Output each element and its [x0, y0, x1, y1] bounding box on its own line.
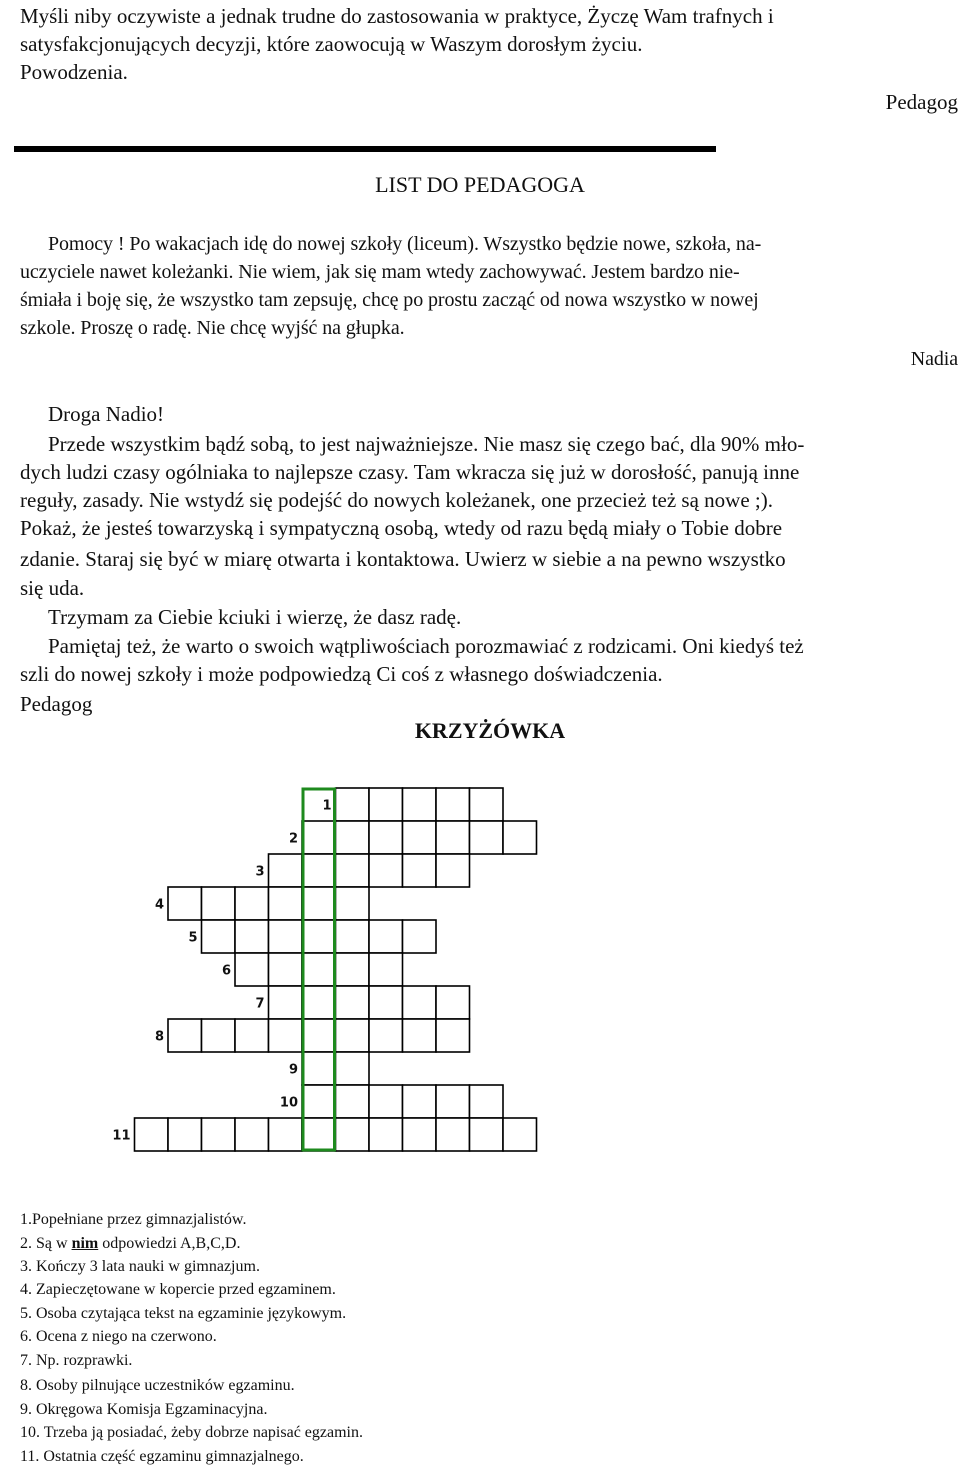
crossword-row-number: 3	[255, 864, 265, 880]
reply-line-4: Pokaż, że jesteś towarzyską i sympatyczną osobą, wtedy od razu będą miały o Tobie dobre	[20, 516, 783, 540]
clue-11: 11. Ostatnia część egzaminu gimnazjalnego.	[20, 1448, 304, 1465]
crossword-cell[interactable]	[336, 1019, 370, 1052]
crossword-row-number: 11	[112, 1128, 131, 1144]
crossword-row-number: 8	[154, 1029, 164, 1045]
crossword-cell[interactable]	[135, 1118, 169, 1151]
crossword-cell[interactable]	[369, 953, 403, 986]
crossword-cell[interactable]	[470, 1118, 504, 1151]
crossword-cell[interactable]	[302, 821, 336, 854]
crossword-cell[interactable]	[302, 1052, 336, 1085]
crossword-cell[interactable]	[436, 821, 470, 854]
crossword-cell[interactable]	[269, 854, 303, 887]
letter-line-3: śmiała i boję się, że wszystko tam zepsuję, chcę po prostu zacząć od nowa wszystko w nowej	[20, 289, 759, 311]
crossword-row-number: 10	[279, 1095, 298, 1111]
reply-line-2: dych ludzi czasy ogólniaka to najlepsze czasy. Tam wkracza się już w dorosłość, panują inne	[20, 460, 800, 484]
clue-7: 7. Np. rozprawki.	[20, 1352, 133, 1369]
crossword-cell[interactable]	[403, 788, 437, 821]
crossword-cell[interactable]	[235, 887, 269, 920]
crossword-cell[interactable]	[336, 986, 370, 1019]
crossword-cell[interactable]	[436, 1118, 470, 1151]
reply-line-6: się uda.	[20, 576, 85, 600]
reply-line-1: Przede wszystkim bądź sobą, to jest najważniejsze. Nie masz się czego bać, dla 90% mło-	[48, 432, 805, 456]
crossword-cell[interactable]	[336, 854, 370, 887]
letter-line-2: uczyciele nawet koleżanki. Nie wiem, jak się mam wtedy zachowywać. Jestem bardzo nie-	[20, 261, 740, 283]
crossword-cell[interactable]	[436, 1019, 470, 1052]
crossword-row-number: 5	[188, 930, 198, 946]
clue-10: 10. Trzeba ją posiadać, żeby dobrze napisać egzamin.	[20, 1424, 363, 1441]
letter-line-1: Pomocy ! Po wakacjach idę do nowej szkoły (liceum). Wszystko będzie nowe, szkoła, na-	[48, 233, 762, 255]
crossword-row-number: 7	[255, 996, 265, 1012]
crossword-cell[interactable]	[336, 788, 370, 821]
crossword-row-number: 4	[154, 897, 164, 913]
crossword-cell[interactable]	[369, 986, 403, 1019]
intro-signature: Pedagog	[885, 90, 958, 114]
crossword-cell[interactable]	[302, 986, 336, 1019]
crossword-cell[interactable]	[302, 953, 336, 986]
crossword-cell[interactable]	[269, 1019, 303, 1052]
crossword-cell[interactable]	[336, 821, 370, 854]
crossword-row-number: 6	[221, 963, 231, 979]
crossword-cell[interactable]	[235, 1118, 269, 1151]
crossword-cell[interactable]	[369, 854, 403, 887]
reply-salutation: Droga Nadio!	[48, 402, 165, 426]
crossword-cell[interactable]	[369, 821, 403, 854]
crossword-cell[interactable]	[403, 821, 437, 854]
crossword-cell[interactable]	[503, 1118, 537, 1151]
clue-2: 2. Są w nim odpowiedzi A,B,C,D.	[20, 1235, 241, 1252]
crossword-cell[interactable]	[403, 1019, 437, 1052]
reply-line-5: zdanie. Staraj się być w miarę otwarta i kontaktowa. Uwierz w siebie a na pewno wszystko	[20, 547, 786, 571]
clue-6: 6. Ocena z niego na czerwono.	[20, 1328, 217, 1345]
crossword-cell[interactable]	[202, 887, 236, 920]
crossword-cell[interactable]	[302, 854, 336, 887]
crossword-cell[interactable]	[302, 1019, 336, 1052]
crossword-cell[interactable]	[470, 1085, 504, 1118]
crossword-cell[interactable]	[369, 1019, 403, 1052]
crossword-cell[interactable]	[269, 1118, 303, 1151]
crossword-cell[interactable]	[302, 887, 336, 920]
reply-signature: Pedagog	[20, 692, 93, 716]
letter-title: LIST DO PEDAGOGA	[375, 172, 585, 197]
crossword-grid	[0, 770, 960, 1170]
crossword-cell[interactable]	[369, 1118, 403, 1151]
reply-line-3: reguły, zasady. Nie wstydź się podejść do nowych koleżanek, one przecież też są nowe ;).	[20, 488, 773, 512]
crossword-cell[interactable]	[336, 953, 370, 986]
crossword-cell[interactable]	[436, 1085, 470, 1118]
crossword-row-number: 9	[288, 1062, 298, 1078]
crossword-cell[interactable]	[436, 986, 470, 1019]
crossword-cell[interactable]	[403, 1085, 437, 1118]
crossword-cell[interactable]	[202, 920, 236, 953]
crossword-cell[interactable]	[336, 920, 370, 953]
crossword-cell[interactable]	[235, 920, 269, 953]
crossword-cell[interactable]	[369, 788, 403, 821]
crossword-cell[interactable]	[302, 920, 336, 953]
crossword-cell[interactable]	[168, 1019, 202, 1052]
crossword-cell[interactable]	[403, 986, 437, 1019]
crossword-cell[interactable]	[202, 1118, 236, 1151]
crossword-cell[interactable]	[369, 920, 403, 953]
crossword-cell[interactable]	[168, 1118, 202, 1151]
crossword-cell[interactable]	[269, 887, 303, 920]
crossword-cell[interactable]	[235, 953, 269, 986]
reply-line-8: Pamiętaj też, że warto o swoich wątpliwościach porozmawiać z rodzicami. Oni kiedyś też	[48, 634, 804, 658]
intro-line-3: Powodzenia.	[20, 60, 128, 84]
crossword-cell[interactable]	[403, 1118, 437, 1151]
crossword-cell[interactable]	[235, 1019, 269, 1052]
crossword-cell[interactable]	[269, 920, 303, 953]
crossword-cell[interactable]	[436, 788, 470, 821]
crossword-cell[interactable]	[503, 821, 537, 854]
crossword-cell[interactable]	[470, 821, 504, 854]
clue-1: 1.Popełniane przez gimnazjalistów.	[20, 1211, 247, 1228]
crossword-cell[interactable]	[336, 1052, 370, 1085]
crossword-cell[interactable]	[369, 1085, 403, 1118]
crossword-cell[interactable]	[336, 887, 370, 920]
crossword-cell[interactable]	[202, 1019, 236, 1052]
crossword-cell[interactable]	[403, 854, 437, 887]
crossword-cell[interactable]	[336, 1118, 370, 1151]
reply-line-9: szli do nowej szkoły i może podpowiedzą Ci coś z własnego doświadczenia.	[20, 662, 663, 686]
crossword-cell[interactable]	[470, 788, 504, 821]
clue-9: 9. Okręgowa Komisja Egzaminacyjna.	[20, 1401, 268, 1418]
crossword-title: KRZYŻÓWKA	[414, 718, 566, 743]
clue-5: 5. Osoba czytająca tekst na egzaminie językowym.	[20, 1305, 347, 1322]
crossword-cell[interactable]	[269, 986, 303, 1019]
clue-4: 4. Zapieczętowane w kopercie przed egzaminem.	[20, 1281, 336, 1298]
crossword-cell[interactable]	[269, 953, 303, 986]
clue-8: 8. Osoby pilnujące uczestników egzaminu.	[20, 1377, 295, 1394]
crossword-cell[interactable]	[403, 920, 437, 953]
letter-signature: Nadia	[910, 348, 958, 370]
reply-line-7: Trzymam za Ciebie kciuki i wierzę, że dasz radę.	[48, 605, 462, 629]
intro-line-1: Myśli niby oczywiste a jednak trudne do zastosowania w praktyce, Życzę Wam trafnych i	[20, 4, 774, 28]
crossword-cell[interactable]	[302, 1085, 336, 1118]
crossword-row-number: 1	[322, 798, 332, 814]
letter-line-4: szkole. Proszę o radę. Nie chcę wyjść na głupka.	[20, 317, 405, 339]
crossword-cell[interactable]	[336, 1085, 370, 1118]
section-divider	[14, 146, 716, 152]
crossword-cell[interactable]	[302, 1118, 336, 1151]
crossword-cell[interactable]	[168, 887, 202, 920]
clue-3: 3. Kończy 3 lata nauki w gimnazjum.	[20, 1258, 260, 1275]
crossword-row-number: 2	[288, 831, 298, 847]
crossword-cell[interactable]	[436, 854, 470, 887]
intro-line-2: satysfakcjonujących decyzji, które zaowocują w Waszym dorosłym życiu.	[20, 32, 643, 56]
